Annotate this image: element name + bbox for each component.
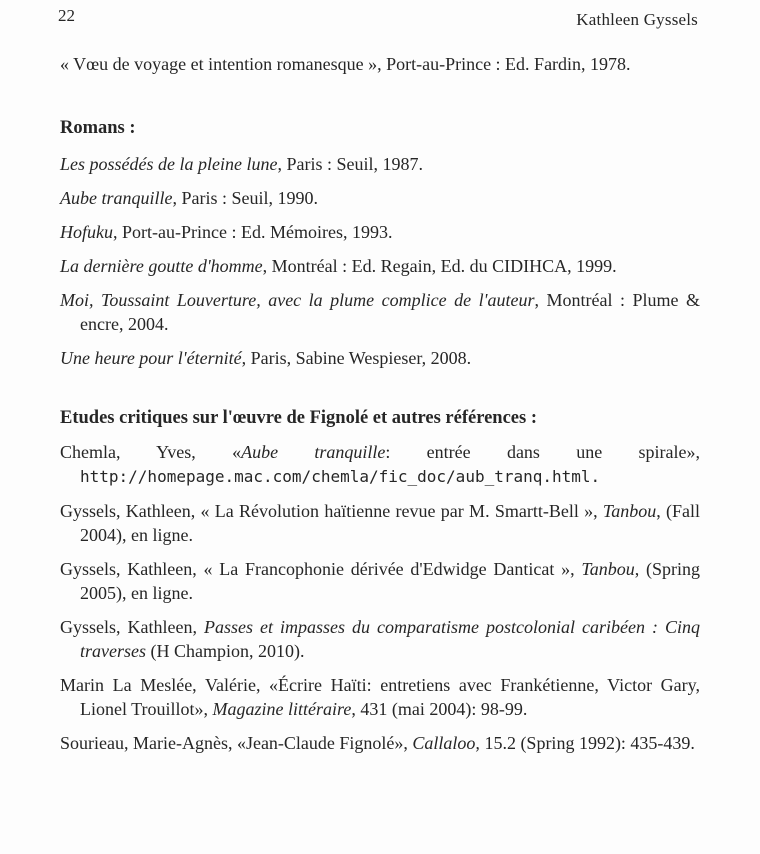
critique-entry xyxy=(60,440,700,489)
critique-italic-title: Tanbou xyxy=(602,501,657,521)
critique-entry xyxy=(60,557,700,605)
intro-reference: « Vœu de voyage et intention romanesque », Port-au-Prince : Ed. Fardin, 1978. xyxy=(60,54,631,74)
running-head-author: Kathleen Gyssels xyxy=(576,10,698,29)
roman-title: Moi, Toussaint Louverture, avec la plume complice de l'auteur xyxy=(60,290,535,310)
critique-details: , (Fall 2004), en ligne. xyxy=(80,501,701,545)
critiques-heading: Etudes critiques sur l'œuvre de Fignolé et autres références : xyxy=(60,408,537,428)
critique-details: , (Spring 2005), en ligne. xyxy=(80,559,701,603)
roman-entry xyxy=(60,220,700,244)
romans-list xyxy=(60,152,700,370)
critique-details: 15.2 (Spring 1992): 435-439. xyxy=(479,733,695,753)
critique-entry xyxy=(60,673,700,721)
romans-heading: Romans : xyxy=(60,118,136,138)
roman-details: , Montréal : Ed. Regain, Ed. du CIDIHCA, 1999. xyxy=(262,256,617,276)
critique-italic-title: Tanbou xyxy=(581,559,635,579)
roman-details: , Paris : Seuil, 1990. xyxy=(172,188,318,208)
critique-details: : entrée dans une spirale», xyxy=(385,442,700,462)
roman-details: , Montréal : Plume & encre, 2004. xyxy=(80,290,701,334)
critique-author: Marin La Meslée, Valérie, «Écrire Haïti: entretiens avec Frankétienne, Victor Gary, Lionel Trouillot», xyxy=(60,675,700,719)
roman-entry xyxy=(60,346,700,370)
roman-title: La dernière goutte d'homme xyxy=(60,256,263,276)
critique-details: , 431 (mai 2004): 98-99. xyxy=(351,699,528,719)
critique-italic-title: Aube tranquille xyxy=(241,442,386,462)
critique-italic-title: Magazine littéraire xyxy=(212,699,352,719)
roman-details: , Paris : Seuil, 1987. xyxy=(277,154,423,174)
page-number: 22 xyxy=(58,6,75,25)
roman-details: , Port-au-Prince : Ed. Mémoires, 1993. xyxy=(113,222,393,242)
page-content xyxy=(60,52,700,765)
roman-title: Les possédés de la pleine lune xyxy=(60,154,278,174)
roman-title: Aube tranquille xyxy=(60,188,173,208)
critique-url-link[interactable]: http://homepage.mac.com/chemla/fic_doc/aub_tranq.html. xyxy=(80,467,601,486)
critique-author: Sourieau, Marie-Agnès, «Jean-Claude Fignolé», xyxy=(60,733,413,753)
critique-entry xyxy=(60,615,700,663)
critique-details: (H Champion, 2010). xyxy=(146,641,305,661)
roman-entry xyxy=(60,288,700,336)
critique-italic-title: Passes et impasses du comparatisme postcolonial caribéen : Cinq traverses xyxy=(80,617,700,661)
critique-author: Chemla, Yves, « xyxy=(60,442,242,462)
roman-title: Hofuku xyxy=(60,222,113,242)
roman-entry xyxy=(60,186,700,210)
critique-author: Gyssels, Kathleen, « La Francophonie dérivée d'Edwidge Danticat », xyxy=(60,559,582,579)
critique-author: Gyssels, Kathleen, « La Révolution haïtienne revue par M. Smartt-Bell », xyxy=(60,501,603,521)
roman-entry xyxy=(60,152,700,176)
roman-entry xyxy=(60,254,700,278)
critique-author: Gyssels, Kathleen, xyxy=(60,617,204,637)
roman-title: Une heure pour l'éternité xyxy=(60,348,242,368)
critiques-list xyxy=(60,440,700,755)
critique-entry xyxy=(60,499,700,547)
roman-details: , Paris, Sabine Wespieser, 2008. xyxy=(241,348,472,368)
critique-entry xyxy=(60,731,700,755)
critique-italic-title: Callaloo, xyxy=(412,733,480,753)
